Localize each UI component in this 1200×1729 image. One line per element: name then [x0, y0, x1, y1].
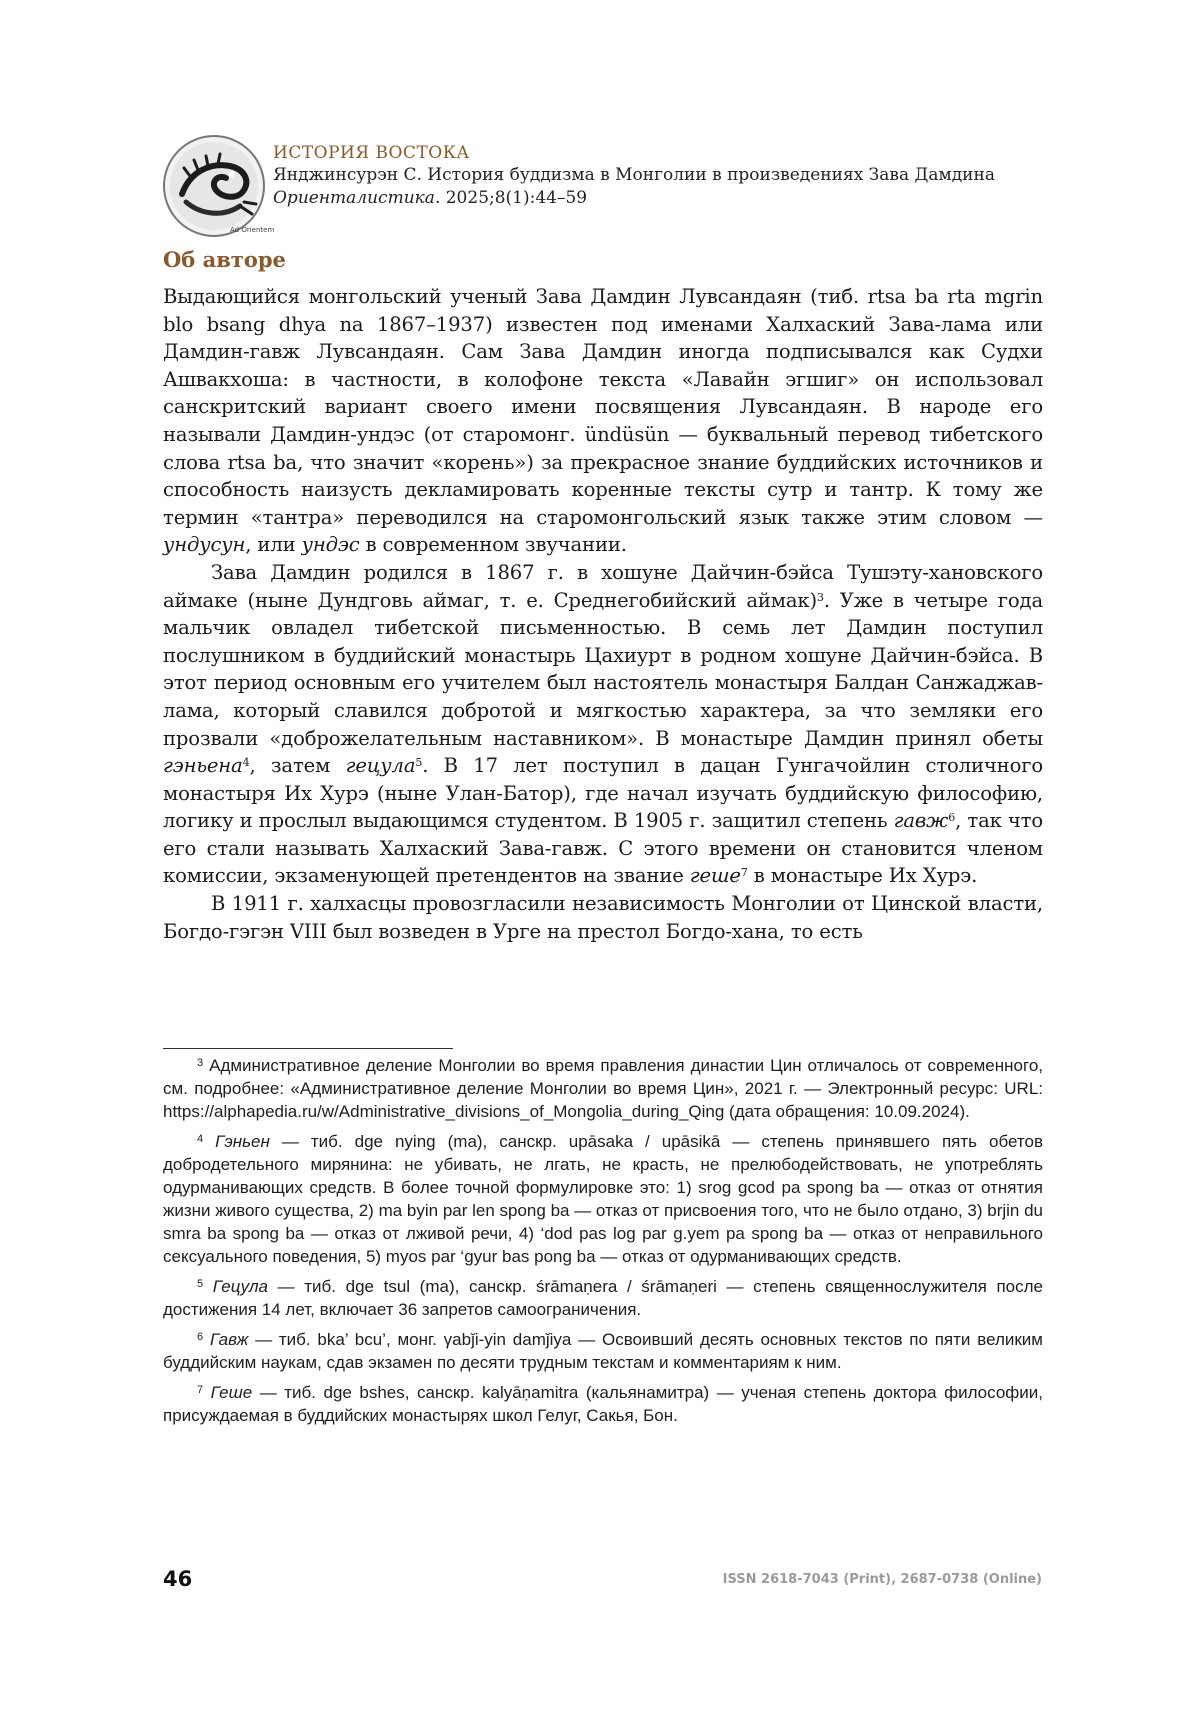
journal-title: ИСТОРИЯ ВОСТОКА — [273, 143, 470, 163]
footnote-term: Геше — [210, 1383, 253, 1402]
body-text — [163, 283, 1043, 945]
footnote-term: Гецула — [212, 1277, 268, 1296]
text-run: . Уже в четыре года мальчик овладел тибетской письменностью. В семь лет Дамдин поступил послушником в буддийский монастырь Цахиурт в родном хошуне Дайчин-бэйса. В этот период основным его учителем был настоятель монастыря Балдан Санжаджав-лама, который славился добротой и мягкостью характера, за что земляки его прозвали «доброжелательным наставником». В монастыре Дамдин принял обеты — [163, 588, 1043, 750]
footnote-ref[interactable]: 4 — [242, 756, 250, 770]
page-header — [160, 132, 1060, 232]
footnote-ref[interactable]: 6 — [948, 811, 956, 825]
text-run: , или — [245, 533, 302, 557]
article-citation: Янджинсурэн С. История буддизма в Монголии в произведениях Зава Дамдина — [273, 165, 995, 185]
footnote-number: 6 — [197, 1331, 204, 1343]
text-run: , так что его стали называть Халхаский Зава-гавж. С этого времени он становится членом комиссии, экзаменующей претендентов на звание — [163, 809, 1043, 888]
italic-term: ундэс — [301, 533, 360, 557]
footnote-ref[interactable]: 3 — [817, 590, 824, 604]
journal-issue — [273, 187, 1073, 210]
text-run: Зава Дамдин родился в 1867 г. в хошуне Дайчин-бэйса Тушэту-хановского аймаке (ныне Дундговь аймаг, т. е. Среднегобийский аймак) — [163, 560, 1043, 612]
footnote-number: 3 — [197, 1057, 204, 1069]
footnote-7 — [163, 1381, 1043, 1427]
page-number: 46 — [163, 1567, 193, 1591]
journal-logo — [160, 132, 275, 240]
footnote-number: 5 — [197, 1278, 204, 1290]
footnote-number: 4 — [197, 1133, 204, 1145]
text-run: . В 17 лет поступил в дацан Гунгачойлин столичного монастыря Их Хурэ (ныне Улан-Батор), где начал изучать буддийскую философию, логику и прослыл выдающимся студентом. В 1905 г. защитил степень — [163, 754, 1044, 833]
footnote-6 — [163, 1328, 1043, 1374]
dragon-emblem-icon — [160, 132, 275, 240]
footnotes — [163, 1054, 1043, 1434]
text-run: , затем — [249, 754, 346, 778]
footnote-divider — [163, 1048, 453, 1049]
journal-name: Ориенталистика — [273, 188, 435, 208]
footnote-ref[interactable]: 7 — [740, 866, 748, 880]
text-run: Выдающийся монгольский ученый Зава Дамдин Лувсандаян (тиб. rtsa ba rta mgrin blo bsang dhya na 1867–1937) известен под именами Халхаский Зава-лама или Дамдин-гавж Лувсандаян. Сам Зава Дамдин иногда подписывался как Судхи Ашвакхоша: в частности, в колофоне текста «Лавайн эгшиг» он использовал санскритский вариант своего имени посвящения Лувсандаян. В народе его называли Дамдин-ундэс (от старомонг. ündüsün — буквальный перевод тибетского слова rtsa ba, что значит «корень») за прекрасное знание буддийских источников и способность наизусть декламировать коренные тексты сутр и тантр. К тому же термин «тантра» переводился на старомонгольский язык также этим словом — — [163, 285, 1043, 529]
italic-term: гавж — [893, 809, 949, 833]
issue-info: . 2025;8(1):44–59 — [434, 188, 588, 208]
logo-text: Ad Orientem — [230, 226, 275, 234]
footnote-5 — [163, 1275, 1043, 1321]
issn-line: ISSN 2618-7043 (Print), 2687-0738 (Online) — [722, 1572, 1042, 1587]
footnote-4 — [163, 1130, 1043, 1268]
text-run: в современном звучании. — [359, 533, 627, 557]
footnote-text: — тиб. dge nying (ma), санскр. upāsaka / upāsikā — степень принявшего пять обетов добродетельного мирянина: не убивать, не лгать, не красть, не прелюбодействовать, не употреблять одурманивающих средств. В более точной формулировке это: 1) srog gcod pa spong ba — отказ от отнятия жизни живого существа, 2) ma byin par len spong ba — отказ от присвоения того, что не было отдано, 3) brjin du smra ba spong ba — отказ от лживой речи, 4) ‘dod pas log par g.yem pa spong ba — отказ от неправильного сексуального поведения, 5) myos par ‘gyur bas pong ba — отказ от одурманивающих средств. — [163, 1132, 1044, 1266]
italic-term: гецула — [345, 754, 416, 778]
section-title: Об авторе — [163, 247, 286, 272]
italic-term: гэньена — [163, 754, 243, 778]
italic-term: ундусун — [163, 533, 246, 557]
header-text — [273, 142, 1073, 210]
footnote-text: — тиб. dge bshes, санскр. kalyāṇamitra (кальянамитра) — ученая степень доктора философии, присуждаемая в буддийских монастырях школ Гелуг, Сакья, Бон. — [163, 1383, 1043, 1425]
paragraph-3: В 1911 г. халхасцы провозгласили независимость Монголии от Цинской власти, Богдо-гэгэн VIII был возведен в Урге на престол Богдо-хана, то есть — [163, 892, 1043, 943]
footnote-3 — [163, 1054, 1043, 1123]
paragraph-2 — [163, 559, 1043, 890]
footnote-term: Гавж — [209, 1330, 249, 1349]
footnote-ref[interactable]: 5 — [415, 756, 423, 770]
footnote-term: Гэньен — [215, 1132, 270, 1151]
footnote-text: — тиб. dge tsul (ma), санскр. śrāmaṇera / śrāmaṇeri — степень священнослужителя после достижения 14 лет, включает 36 запретов самоограничения. — [163, 1277, 1043, 1319]
footnote-text: — тиб. bka’ bcu’, монг. γabǰi-yin damǰiya — Освоивший десять основных текстов по пяти великим буддийским наукам, сдав экзамен по десяти трудным текстам и комментариям к ним. — [163, 1330, 1043, 1372]
paragraph-1 — [163, 283, 1043, 559]
footnote-number: 7 — [197, 1384, 204, 1396]
footnote-text: Административное деление Монголии во время правления династии Цин отличалось от современного, см. подробнее: «Административное деление Монголии во время Цин», 2021 г. — Электронный ресурс: URL: https://alphapedia.ru/w/Administrative_divisions_of_Mongolia_during_Qing (дата обращения: 10.09.2024). — [163, 1056, 1043, 1121]
italic-term: геше — [689, 864, 741, 888]
text-run: в монастыре Их Хурэ. — [747, 864, 978, 888]
